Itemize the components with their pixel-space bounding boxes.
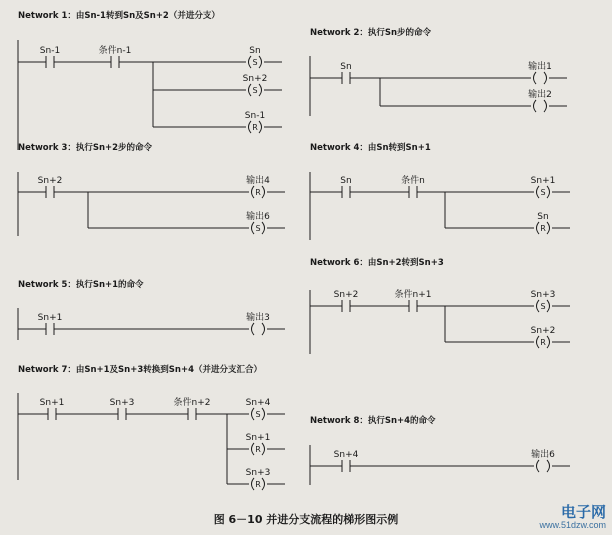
figure-caption: 图 6－10 并进分支流程的梯形图示例 [213, 513, 399, 526]
coil-left-arc [537, 460, 540, 472]
coil-right-arc [547, 300, 550, 312]
contact-label-0: Sn+4 [333, 450, 359, 460]
contact-label-0: Sn [340, 62, 352, 72]
coil-right-arc [259, 56, 262, 68]
network-title-6: Network 6：由Sn+2转到Sn+3 [310, 258, 444, 268]
contact-label-0: Sn+2 [37, 176, 63, 186]
coil-label-0: Sn+4 [245, 398, 271, 408]
network-3 [18, 142, 285, 236]
contact-label-1: Sn+3 [109, 398, 135, 408]
coil-left-arc [249, 84, 252, 96]
coil-left-arc [252, 323, 255, 335]
coil-label-1: 输出2 [528, 90, 552, 100]
coil-type-0: S [252, 58, 258, 67]
coil-type-1: R [540, 338, 546, 347]
coil-left-arc [537, 222, 540, 234]
coil-right-arc [262, 323, 265, 335]
coil-left-arc [252, 186, 255, 198]
coil-right-arc [544, 100, 547, 112]
coil-left-arc [537, 336, 540, 348]
coil-right-arc [547, 186, 550, 198]
coil-label-2: Sn+3 [245, 468, 271, 478]
network-4 [310, 142, 570, 240]
coil-type-2: R [255, 480, 261, 489]
coil-type-1: R [540, 224, 546, 233]
coil-left-arc [252, 408, 255, 420]
coil-right-arc [262, 478, 265, 490]
coil-label-0: Sn [249, 46, 261, 56]
coil-left-arc [249, 56, 252, 68]
coil-right-arc [547, 222, 550, 234]
coil-label-0: 输出3 [246, 313, 270, 323]
coil-right-arc [259, 84, 262, 96]
coil-left-arc [252, 478, 255, 490]
network-title-8: Network 8：执行Sn+4的命令 [310, 416, 436, 426]
watermark [539, 505, 606, 531]
coil-label-1: Sn [537, 212, 549, 222]
coil-right-arc [262, 443, 265, 455]
coil-right-arc [262, 408, 265, 420]
contact-label-0: Sn+2 [333, 290, 359, 300]
contact-label-0: Sn+1 [37, 313, 63, 323]
network-5 [18, 279, 285, 340]
network-title-7: Network 7：由Sn+1及Sn+3转换到Sn+4（并进分支汇合） [18, 365, 262, 375]
coil-left-arc [534, 72, 537, 84]
coil-label-0: 输出1 [528, 62, 552, 72]
coil-label-1: 输出6 [246, 212, 270, 222]
coil-right-arc [259, 121, 262, 133]
contact-label-0: Sn-1 [39, 46, 61, 56]
watermark-url: www.51dzw.com [539, 520, 606, 531]
network-title-3: Network 3：执行Sn+2步的命令 [18, 143, 153, 153]
coil-right-arc [262, 186, 265, 198]
coil-left-arc [252, 222, 255, 234]
network-6 [310, 257, 570, 354]
coil-label-2: Sn-1 [244, 111, 266, 121]
coil-label-1: Sn+2 [242, 74, 268, 84]
coil-type-0: R [255, 188, 261, 197]
coil-right-arc [547, 460, 550, 472]
network-title-1: Network 1：由Sn-1转到Sn及Sn+2（并进分支） [18, 11, 220, 21]
coil-type-0: S [540, 188, 546, 197]
coil-type-0: S [255, 410, 261, 419]
coil-label-0: Sn+1 [530, 176, 556, 186]
contact-label-1: 条件n+1 [394, 290, 432, 300]
coil-label-1: Sn+2 [530, 326, 556, 336]
coil-label-1: Sn+1 [245, 433, 271, 443]
coil-type-1: R [255, 445, 261, 454]
coil-type-0: S [540, 302, 546, 311]
contact-label-1: 条件n-1 [98, 46, 132, 56]
coil-type-1: S [252, 86, 258, 95]
network-2 [310, 27, 567, 116]
network-1 [18, 10, 282, 150]
contact-label-2: 条件n+2 [173, 398, 211, 408]
network-title-2: Network 2：执行Sn步的命令 [310, 28, 432, 38]
coil-left-arc [252, 443, 255, 455]
coil-type-1: S [255, 224, 261, 233]
coil-label-0: Sn+3 [530, 290, 556, 300]
coil-right-arc [544, 72, 547, 84]
coil-right-arc [262, 222, 265, 234]
network-7 [18, 364, 285, 490]
coil-right-arc [547, 336, 550, 348]
contact-label-0: Sn [340, 176, 352, 186]
coil-left-arc [249, 121, 252, 133]
network-title-5: Network 5：执行Sn+1的命令 [18, 280, 144, 290]
network-8 [310, 415, 570, 485]
coil-left-arc [537, 300, 540, 312]
network-title-4: Network 4：由Sn转到Sn+1 [310, 143, 431, 153]
contact-label-1: 条件n [401, 176, 425, 186]
coil-left-arc [537, 186, 540, 198]
contact-label-0: Sn+1 [39, 398, 65, 408]
watermark-logo: 电子网 [560, 503, 606, 521]
coil-left-arc [534, 100, 537, 112]
coil-label-0: 输出4 [246, 176, 270, 186]
coil-label-0: 输出6 [531, 450, 555, 460]
coil-type-2: R [252, 123, 258, 132]
